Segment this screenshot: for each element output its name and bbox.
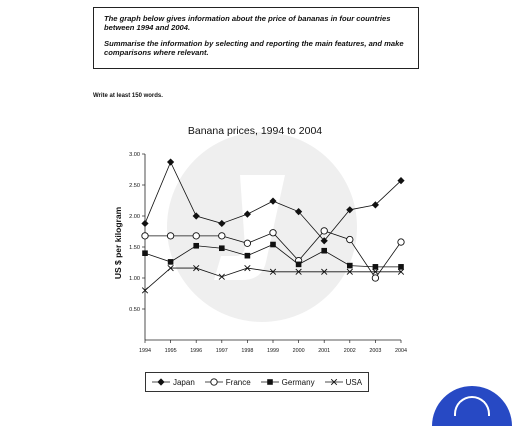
data-point-germany <box>193 243 199 249</box>
y-tick-label: 2.00 <box>129 214 140 220</box>
x-tick-label: 1999 <box>267 348 279 354</box>
task-instruction: Summarise the information by selecting and reporting the main features, and make comparisons where relevant. <box>104 38 404 58</box>
legend-label-usa: USA <box>345 377 363 387</box>
data-point-germany <box>270 242 276 248</box>
data-point-france <box>347 236 353 242</box>
chart-title: Banana prices, 1994 to 2004 <box>187 125 323 137</box>
legend-marker-germany <box>267 379 273 385</box>
legend-item-japan <box>152 377 195 387</box>
legend-swatch-japan <box>152 377 170 387</box>
x-tick-label: 2000 <box>292 348 305 354</box>
data-point-france <box>193 233 199 239</box>
legend-swatch-france <box>205 377 223 387</box>
x-tick-label: 2004 <box>395 348 407 354</box>
data-point-germany <box>168 259 174 265</box>
data-point-germany <box>321 248 327 254</box>
x-tick-label: 1996 <box>190 348 203 354</box>
data-point-france <box>219 233 225 239</box>
x-tick-label: 1998 <box>241 348 254 354</box>
data-point-japan <box>167 158 174 165</box>
y-tick-label: 0.50 <box>129 307 140 313</box>
legend-marker-japan <box>157 378 164 385</box>
task-prompt: The graph below gives information about the price of bananas in four countries between 1994 and 2004. <box>104 14 391 33</box>
legend-label-france: France <box>225 377 251 387</box>
data-point-france <box>244 240 250 246</box>
y-tick-label: 1.00 <box>129 276 140 282</box>
data-point-germany <box>219 245 225 251</box>
y-tick-label: 3.00 <box>129 152 140 158</box>
data-point-germany <box>245 253 251 259</box>
legend-swatch-usa <box>325 377 343 387</box>
y-tick-label: 2.50 <box>129 183 140 189</box>
x-tick-label: 2003 <box>369 348 382 354</box>
legend-swatch-germany <box>261 377 279 387</box>
data-point-france <box>321 228 327 234</box>
data-point-germany <box>373 264 379 270</box>
legend-label-germany: Germany <box>281 377 315 387</box>
y-axis-label: US $ per kilogram <box>113 206 123 280</box>
y-tick-labels <box>129 152 145 313</box>
legend-item-usa <box>325 377 362 387</box>
x-tick-label: 2001 <box>318 348 331 354</box>
word-count-instruction: Write at least 150 words. <box>93 93 163 99</box>
x-tick-label: 1994 <box>139 348 151 354</box>
data-point-germany <box>296 262 302 268</box>
legend-marker-france <box>211 379 217 385</box>
data-point-france <box>167 233 173 239</box>
x-tick-label: 1995 <box>164 348 177 354</box>
data-point-germany <box>398 264 404 270</box>
data-point-germany <box>347 263 353 269</box>
data-point-japan <box>141 220 148 227</box>
x-tick-labels <box>139 340 407 354</box>
x-tick-label: 2002 <box>343 348 356 354</box>
x-tick-label: 1997 <box>215 348 228 354</box>
y-tick-label: 1.50 <box>129 245 140 251</box>
data-point-france <box>142 233 148 239</box>
legend-item-france <box>205 377 251 387</box>
data-point-germany <box>142 250 148 256</box>
data-point-france <box>270 230 276 236</box>
data-point-france <box>372 275 378 281</box>
data-point-france <box>398 239 404 245</box>
legend-label-japan: Japan <box>172 377 195 387</box>
legend-item-germany <box>261 377 315 387</box>
chart-legend <box>145 372 369 392</box>
